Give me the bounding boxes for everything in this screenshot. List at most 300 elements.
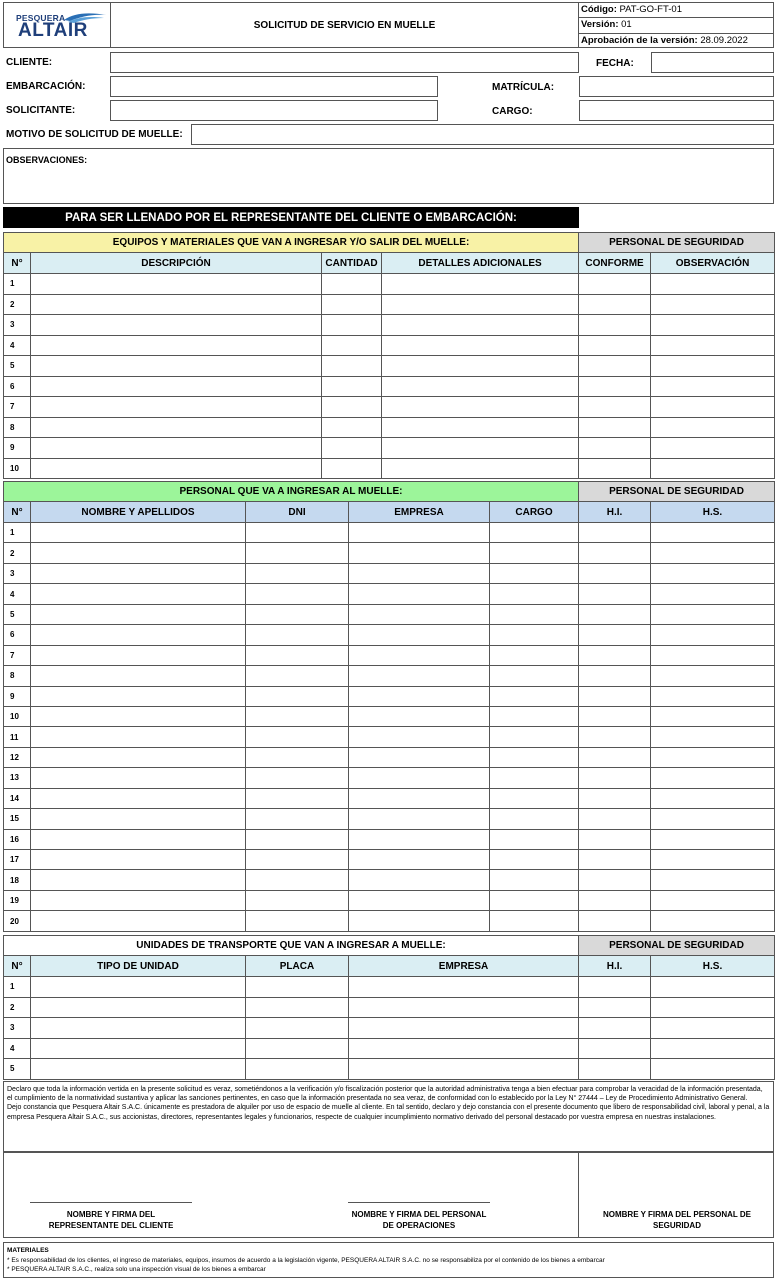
table-cell[interactable] bbox=[382, 376, 579, 397]
table-cell[interactable] bbox=[651, 417, 775, 438]
table-cell[interactable] bbox=[651, 870, 775, 890]
table-row bbox=[4, 768, 775, 788]
table-cell[interactable] bbox=[322, 335, 382, 356]
logo-text-main: ALTAIR bbox=[18, 20, 88, 41]
table-cell[interactable] bbox=[651, 1059, 775, 1080]
table-cell[interactable] bbox=[490, 625, 579, 645]
row-number: 1 bbox=[4, 977, 31, 998]
transporte-table bbox=[3, 935, 775, 1080]
table-cell[interactable] bbox=[651, 376, 775, 397]
table-cell[interactable] bbox=[490, 563, 579, 583]
table-cell[interactable] bbox=[31, 335, 322, 356]
embarcacion-field[interactable] bbox=[110, 76, 438, 97]
row-number: 7 bbox=[4, 397, 31, 418]
table-cell[interactable] bbox=[349, 686, 490, 706]
table-cell[interactable] bbox=[31, 274, 322, 295]
transporte-title: UNIDADES DE TRANSPORTE QUE VAN A INGRESAR A MUELLE: bbox=[4, 936, 579, 956]
table-cell[interactable] bbox=[579, 294, 651, 315]
table-cell[interactable] bbox=[349, 890, 490, 910]
document-title: SOLICITUD DE SERVICIO EN MUELLE bbox=[110, 2, 579, 48]
table-cell[interactable] bbox=[349, 768, 490, 788]
table-cell[interactable] bbox=[579, 890, 651, 910]
table-cell[interactable] bbox=[579, 315, 651, 336]
table-cell[interactable] bbox=[246, 645, 349, 665]
table-cell[interactable] bbox=[31, 829, 246, 849]
table-cell[interactable] bbox=[246, 625, 349, 645]
table-cell[interactable] bbox=[651, 294, 775, 315]
table-row bbox=[4, 397, 775, 418]
table-cell[interactable] bbox=[31, 563, 246, 583]
table-cell[interactable] bbox=[246, 523, 349, 543]
table-cell[interactable] bbox=[651, 727, 775, 747]
row-number: 4 bbox=[4, 584, 31, 604]
row-number: 4 bbox=[4, 1038, 31, 1059]
table-cell[interactable] bbox=[579, 1038, 651, 1059]
table-cell[interactable] bbox=[579, 666, 651, 686]
table-cell[interactable] bbox=[651, 315, 775, 336]
table-row bbox=[4, 1059, 775, 1080]
table-cell[interactable] bbox=[31, 768, 246, 788]
table-cell[interactable] bbox=[579, 356, 651, 377]
table-row bbox=[4, 625, 775, 645]
table-cell[interactable] bbox=[246, 1038, 349, 1059]
table-cell[interactable] bbox=[651, 356, 775, 377]
table-cell[interactable] bbox=[31, 850, 246, 870]
row-number: 1 bbox=[4, 523, 31, 543]
col-num: N° bbox=[4, 253, 31, 274]
table-cell[interactable] bbox=[579, 584, 651, 604]
table-cell[interactable] bbox=[579, 274, 651, 295]
table-cell[interactable] bbox=[382, 294, 579, 315]
fecha-field[interactable] bbox=[651, 52, 774, 73]
table-cell[interactable] bbox=[31, 1038, 246, 1059]
table-cell[interactable] bbox=[651, 274, 775, 295]
table-cell[interactable] bbox=[579, 1018, 651, 1039]
personal-security-title: PERSONAL DE SEGURIDAD bbox=[579, 482, 775, 502]
table-cell[interactable] bbox=[31, 890, 246, 910]
matricula-label: MATRÍCULA: bbox=[492, 82, 555, 93]
table-cell[interactable] bbox=[31, 666, 246, 686]
table-row bbox=[4, 666, 775, 686]
row-number: 5 bbox=[4, 356, 31, 377]
table-cell[interactable] bbox=[382, 438, 579, 459]
client-signature-line bbox=[30, 1202, 192, 1203]
table-cell[interactable] bbox=[31, 686, 246, 706]
table-cell[interactable] bbox=[246, 666, 349, 686]
col-dni: DNI bbox=[246, 502, 349, 523]
table-cell[interactable] bbox=[579, 458, 651, 479]
table-cell[interactable] bbox=[382, 335, 579, 356]
table-cell[interactable] bbox=[31, 315, 322, 336]
personal-title: PERSONAL QUE VA A INGRESAR AL MUELLE: bbox=[4, 482, 579, 502]
table-cell[interactable] bbox=[349, 706, 490, 726]
table-cell[interactable] bbox=[31, 584, 246, 604]
table-cell[interactable] bbox=[349, 625, 490, 645]
table-cell[interactable] bbox=[651, 850, 775, 870]
table-cell[interactable] bbox=[579, 376, 651, 397]
table-cell[interactable] bbox=[651, 997, 775, 1018]
table-cell[interactable] bbox=[651, 584, 775, 604]
security-signature-l2: SEGURIDAD bbox=[652, 1220, 701, 1230]
table-cell[interactable] bbox=[651, 829, 775, 849]
table-cell[interactable] bbox=[246, 997, 349, 1018]
client-signature-l2: REPRESENTANTE DEL CLIENTE bbox=[48, 1220, 174, 1230]
table-cell[interactable] bbox=[31, 706, 246, 726]
table-cell[interactable] bbox=[246, 911, 349, 931]
row-number: 8 bbox=[4, 417, 31, 438]
row-number: 20 bbox=[4, 911, 31, 931]
table-cell[interactable] bbox=[579, 850, 651, 870]
row-number: 6 bbox=[4, 625, 31, 645]
table-cell[interactable] bbox=[579, 604, 651, 624]
table-cell[interactable] bbox=[246, 809, 349, 829]
table-row bbox=[4, 604, 775, 624]
table-cell[interactable] bbox=[246, 686, 349, 706]
table-cell[interactable] bbox=[579, 1059, 651, 1080]
table-cell[interactable] bbox=[490, 768, 579, 788]
table-cell[interactable] bbox=[246, 706, 349, 726]
table-cell[interactable] bbox=[349, 829, 490, 849]
table-row bbox=[4, 686, 775, 706]
table-cell[interactable] bbox=[322, 397, 382, 418]
table-cell[interactable] bbox=[651, 645, 775, 665]
row-number: 11 bbox=[4, 727, 31, 747]
table-cell[interactable] bbox=[651, 625, 775, 645]
table-cell[interactable] bbox=[31, 625, 246, 645]
declaration-p1: Declaro que toda la información vertida en la presente solicitud es veraz, sometiéndonos a la verificación y/o fiscalización posterior que la autoridad administrativa tenga a bien efectuar para comprobar la veracidad de la información presentada, el cumplimiento de la normatividad sustantiva y aplicar las sanciones pertinentes, en caso que la información presentada no sea veraz, de conformidad con lo establecido por la Ley N° 27444 – Ley de Procedimiento Administrativo General. bbox=[7, 1086, 763, 1103]
table-cell[interactable] bbox=[651, 706, 775, 726]
table-cell[interactable] bbox=[349, 1018, 579, 1039]
table-cell[interactable] bbox=[490, 870, 579, 890]
table-cell[interactable] bbox=[651, 890, 775, 910]
table-row bbox=[4, 584, 775, 604]
table-row bbox=[4, 563, 775, 583]
row-number: 3 bbox=[4, 563, 31, 583]
solicitante-label: SOLICITANTE: bbox=[6, 105, 76, 116]
table-cell[interactable] bbox=[579, 829, 651, 849]
table-cell[interactable] bbox=[31, 376, 322, 397]
table-cell[interactable] bbox=[349, 870, 490, 890]
table-cell[interactable] bbox=[651, 666, 775, 686]
table-cell[interactable] bbox=[490, 890, 579, 910]
table-row bbox=[4, 977, 775, 998]
table-cell[interactable] bbox=[579, 645, 651, 665]
table-cell[interactable] bbox=[31, 645, 246, 665]
table-cell[interactable] bbox=[349, 666, 490, 686]
table-row bbox=[4, 829, 775, 849]
row-number: 1 bbox=[4, 274, 31, 295]
table-cell[interactable] bbox=[31, 397, 322, 418]
table-row bbox=[4, 1038, 775, 1059]
table-cell[interactable] bbox=[490, 706, 579, 726]
table-cell[interactable] bbox=[651, 686, 775, 706]
table-cell[interactable] bbox=[490, 850, 579, 870]
col-nombre: NOMBRE Y APELLIDOS bbox=[31, 502, 246, 523]
col-hi: H.I. bbox=[579, 502, 651, 523]
table-cell[interactable] bbox=[382, 274, 579, 295]
table-cell[interactable] bbox=[651, 604, 775, 624]
table-cell[interactable] bbox=[246, 977, 349, 998]
table-cell[interactable] bbox=[246, 870, 349, 890]
col-hs: H.S. bbox=[651, 956, 775, 977]
observaciones-field[interactable] bbox=[3, 148, 774, 204]
motivo-label: MOTIVO DE SOLICITUD DE MUELLE: bbox=[6, 129, 183, 140]
table-cell[interactable] bbox=[382, 397, 579, 418]
logo-text-top: PESQUERA bbox=[16, 13, 66, 23]
row-number: 7 bbox=[4, 645, 31, 665]
table-cell[interactable] bbox=[246, 584, 349, 604]
table-cell[interactable] bbox=[349, 911, 490, 931]
table-cell[interactable] bbox=[246, 1059, 349, 1080]
table-cell[interactable] bbox=[349, 1038, 579, 1059]
table-cell[interactable] bbox=[246, 768, 349, 788]
equipos-table bbox=[3, 232, 775, 479]
table-cell[interactable] bbox=[31, 727, 246, 747]
col-detalles: DETALLES ADICIONALES bbox=[382, 253, 579, 274]
table-cell[interactable] bbox=[651, 788, 775, 808]
table-cell[interactable] bbox=[322, 458, 382, 479]
table-cell[interactable] bbox=[579, 706, 651, 726]
col-placa: PLACA bbox=[246, 956, 349, 977]
col-empresa: EMPRESA bbox=[349, 956, 579, 977]
table-cell[interactable] bbox=[322, 294, 382, 315]
version-value: 01 bbox=[621, 19, 632, 31]
table-row bbox=[4, 356, 775, 377]
col-tipo-unidad: TIPO DE UNIDAD bbox=[31, 956, 246, 977]
table-cell[interactable] bbox=[651, 397, 775, 418]
table-cell[interactable] bbox=[579, 747, 651, 767]
version-row bbox=[579, 18, 773, 33]
table-cell[interactable] bbox=[382, 315, 579, 336]
table-cell[interactable] bbox=[246, 563, 349, 583]
table-cell[interactable] bbox=[322, 315, 382, 336]
table-cell[interactable] bbox=[579, 625, 651, 645]
col-observacion: OBSERVACIÓN bbox=[651, 253, 775, 274]
table-cell[interactable] bbox=[579, 686, 651, 706]
table-cell[interactable] bbox=[651, 523, 775, 543]
cargo-label: CARGO: bbox=[492, 106, 533, 117]
table-row bbox=[4, 315, 775, 336]
table-cell[interactable] bbox=[349, 543, 490, 563]
table-cell[interactable] bbox=[246, 890, 349, 910]
cargo-field[interactable] bbox=[579, 100, 774, 121]
table-cell[interactable] bbox=[246, 829, 349, 849]
table-cell[interactable] bbox=[31, 604, 246, 624]
table-cell[interactable] bbox=[579, 809, 651, 829]
table-cell[interactable] bbox=[246, 604, 349, 624]
table-cell[interactable] bbox=[490, 604, 579, 624]
table-cell[interactable] bbox=[651, 1038, 775, 1059]
row-number: 3 bbox=[4, 1018, 31, 1039]
table-cell[interactable] bbox=[651, 1018, 775, 1039]
row-number: 12 bbox=[4, 747, 31, 767]
col-conforme: CONFORME bbox=[579, 253, 651, 274]
company-logo bbox=[3, 2, 111, 48]
table-cell[interactable] bbox=[382, 458, 579, 479]
table-cell[interactable] bbox=[490, 686, 579, 706]
table-cell[interactable] bbox=[349, 850, 490, 870]
table-cell[interactable] bbox=[651, 747, 775, 767]
table-cell[interactable] bbox=[651, 911, 775, 931]
table-row bbox=[4, 747, 775, 767]
table-cell[interactable] bbox=[246, 747, 349, 767]
table-row bbox=[4, 1018, 775, 1039]
table-cell[interactable] bbox=[651, 458, 775, 479]
table-cell[interactable] bbox=[490, 747, 579, 767]
table-cell[interactable] bbox=[579, 438, 651, 459]
table-cell[interactable] bbox=[490, 829, 579, 849]
table-row bbox=[4, 458, 775, 479]
cliente-field[interactable] bbox=[110, 52, 579, 73]
table-cell[interactable] bbox=[349, 747, 490, 767]
table-cell[interactable] bbox=[322, 274, 382, 295]
code-row bbox=[579, 3, 773, 18]
cliente-label: CLIENTE: bbox=[6, 57, 53, 68]
table-cell[interactable] bbox=[31, 788, 246, 808]
table-cell[interactable] bbox=[651, 563, 775, 583]
table-cell[interactable] bbox=[579, 997, 651, 1018]
table-cell[interactable] bbox=[382, 417, 579, 438]
table-cell[interactable] bbox=[246, 727, 349, 747]
table-cell[interactable] bbox=[349, 788, 490, 808]
table-cell[interactable] bbox=[349, 563, 490, 583]
table-cell[interactable] bbox=[490, 788, 579, 808]
code-value: PAT-GO-FT-01 bbox=[619, 4, 682, 15]
table-cell[interactable] bbox=[579, 523, 651, 543]
equipos-title: EQUIPOS Y MATERIALES QUE VAN A INGRESAR Y/O SALIR DEL MUELLE: bbox=[4, 233, 579, 253]
table-cell[interactable] bbox=[31, 294, 322, 315]
matricula-field[interactable] bbox=[579, 76, 774, 97]
table-cell[interactable] bbox=[322, 417, 382, 438]
row-number: 3 bbox=[4, 315, 31, 336]
client-signature-l1: NOMBRE Y FIRMA DEL bbox=[66, 1210, 156, 1219]
row-number: 2 bbox=[4, 997, 31, 1018]
table-cell[interactable] bbox=[382, 356, 579, 377]
table-cell[interactable] bbox=[31, 1018, 246, 1039]
table-cell[interactable] bbox=[31, 1059, 246, 1080]
table-cell[interactable] bbox=[349, 604, 490, 624]
table-cell[interactable] bbox=[651, 335, 775, 356]
ops-signature-l1: NOMBRE Y FIRMA DEL PERSONAL bbox=[351, 1210, 487, 1219]
table-row bbox=[4, 997, 775, 1018]
table-cell[interactable] bbox=[349, 809, 490, 829]
table-row bbox=[4, 645, 775, 665]
table-cell[interactable] bbox=[349, 1059, 579, 1080]
table-row bbox=[4, 438, 775, 459]
notes bbox=[3, 1242, 774, 1278]
row-number: 9 bbox=[4, 438, 31, 459]
table-cell[interactable] bbox=[31, 417, 322, 438]
table-cell[interactable] bbox=[579, 977, 651, 998]
table-cell[interactable] bbox=[31, 458, 322, 479]
declaration-p2: Dejo constancia que Pesquera Altair S.A.C. únicamente es prestadora de alquiler por uso de espacio de muelle al cliente. En tal sentido, declaro y dejo constancia con el presente documento que libero de responsabilidad civil, laboral y penal, a la empresa Pesquera Altair S.A.C., sus accionistas, directores, representantes legales y funcionarios, respecte de cualquier incumplimiento normativo derivado del personal destacado por vuestra empresa en nuestras instalaciones. bbox=[7, 1104, 770, 1121]
table-cell[interactable] bbox=[31, 977, 246, 998]
table-cell[interactable] bbox=[579, 727, 651, 747]
table-cell[interactable] bbox=[246, 788, 349, 808]
approval-label: Aprobación de la versión: bbox=[581, 34, 698, 46]
col-cantidad: CANTIDAD bbox=[322, 253, 382, 274]
table-cell[interactable] bbox=[651, 809, 775, 829]
notes-item-1: * Es responsabilidad de los clientes, el ingreso de materiales, equipos, insumos de acuerdo a la legislación vigente, PESQUERA ALTAIR S.A.C. no se responsabiliza por el contenido de los bienes a embarcar bbox=[7, 1256, 605, 1264]
table-row bbox=[4, 274, 775, 295]
table-cell[interactable] bbox=[31, 543, 246, 563]
table-cell[interactable] bbox=[322, 438, 382, 459]
solicitante-field[interactable] bbox=[110, 100, 438, 121]
table-cell[interactable] bbox=[349, 584, 490, 604]
table-cell[interactable] bbox=[579, 870, 651, 890]
table-cell[interactable] bbox=[490, 666, 579, 686]
table-cell[interactable] bbox=[246, 1018, 349, 1039]
table-cell[interactable] bbox=[579, 397, 651, 418]
table-row bbox=[4, 727, 775, 747]
table-cell[interactable] bbox=[246, 543, 349, 563]
equipos-security-title: PERSONAL DE SEGURIDAD bbox=[579, 233, 775, 253]
table-cell[interactable] bbox=[490, 584, 579, 604]
table-cell[interactable] bbox=[651, 768, 775, 788]
table-cell[interactable] bbox=[651, 977, 775, 998]
row-number: 4 bbox=[4, 335, 31, 356]
table-cell[interactable] bbox=[349, 977, 579, 998]
table-cell[interactable] bbox=[31, 438, 322, 459]
table-cell[interactable] bbox=[579, 335, 651, 356]
embarcacion-label: EMBARCACIÓN: bbox=[6, 81, 86, 92]
table-cell[interactable] bbox=[579, 417, 651, 438]
table-cell[interactable] bbox=[349, 727, 490, 747]
table-row bbox=[4, 870, 775, 890]
row-number: 17 bbox=[4, 850, 31, 870]
table-cell[interactable] bbox=[322, 356, 382, 377]
row-number: 2 bbox=[4, 294, 31, 315]
motivo-field[interactable] bbox=[191, 124, 774, 145]
row-number: 5 bbox=[4, 1059, 31, 1080]
signature-divider bbox=[578, 1152, 579, 1238]
table-cell[interactable] bbox=[579, 563, 651, 583]
table-cell[interactable] bbox=[490, 523, 579, 543]
table-row bbox=[4, 706, 775, 726]
table-cell[interactable] bbox=[31, 523, 246, 543]
table-cell[interactable] bbox=[651, 438, 775, 459]
table-row bbox=[4, 294, 775, 315]
table-cell[interactable] bbox=[490, 809, 579, 829]
table-cell[interactable] bbox=[349, 523, 490, 543]
table-cell[interactable] bbox=[490, 727, 579, 747]
table-cell[interactable] bbox=[490, 543, 579, 563]
table-cell[interactable] bbox=[490, 911, 579, 931]
table-cell[interactable] bbox=[349, 645, 490, 665]
table-cell[interactable] bbox=[490, 645, 579, 665]
row-number: 18 bbox=[4, 870, 31, 890]
table-row bbox=[4, 335, 775, 356]
ops-signature-l2: DE OPERACIONES bbox=[382, 1220, 456, 1230]
row-number: 8 bbox=[4, 666, 31, 686]
table-cell[interactable] bbox=[349, 997, 579, 1018]
table-cell[interactable] bbox=[322, 376, 382, 397]
table-cell[interactable] bbox=[651, 543, 775, 563]
table-cell[interactable] bbox=[31, 809, 246, 829]
table-cell[interactable] bbox=[31, 747, 246, 767]
table-cell[interactable] bbox=[31, 356, 322, 377]
table-cell[interactable] bbox=[31, 870, 246, 890]
transporte-security-title: PERSONAL DE SEGURIDAD bbox=[579, 936, 775, 956]
table-cell[interactable] bbox=[579, 768, 651, 788]
table-cell[interactable] bbox=[246, 850, 349, 870]
table-cell[interactable] bbox=[579, 543, 651, 563]
table-row bbox=[4, 911, 775, 931]
table-cell[interactable] bbox=[31, 911, 246, 931]
table-cell[interactable] bbox=[579, 911, 651, 931]
table-cell[interactable] bbox=[31, 997, 246, 1018]
table-cell[interactable] bbox=[579, 788, 651, 808]
